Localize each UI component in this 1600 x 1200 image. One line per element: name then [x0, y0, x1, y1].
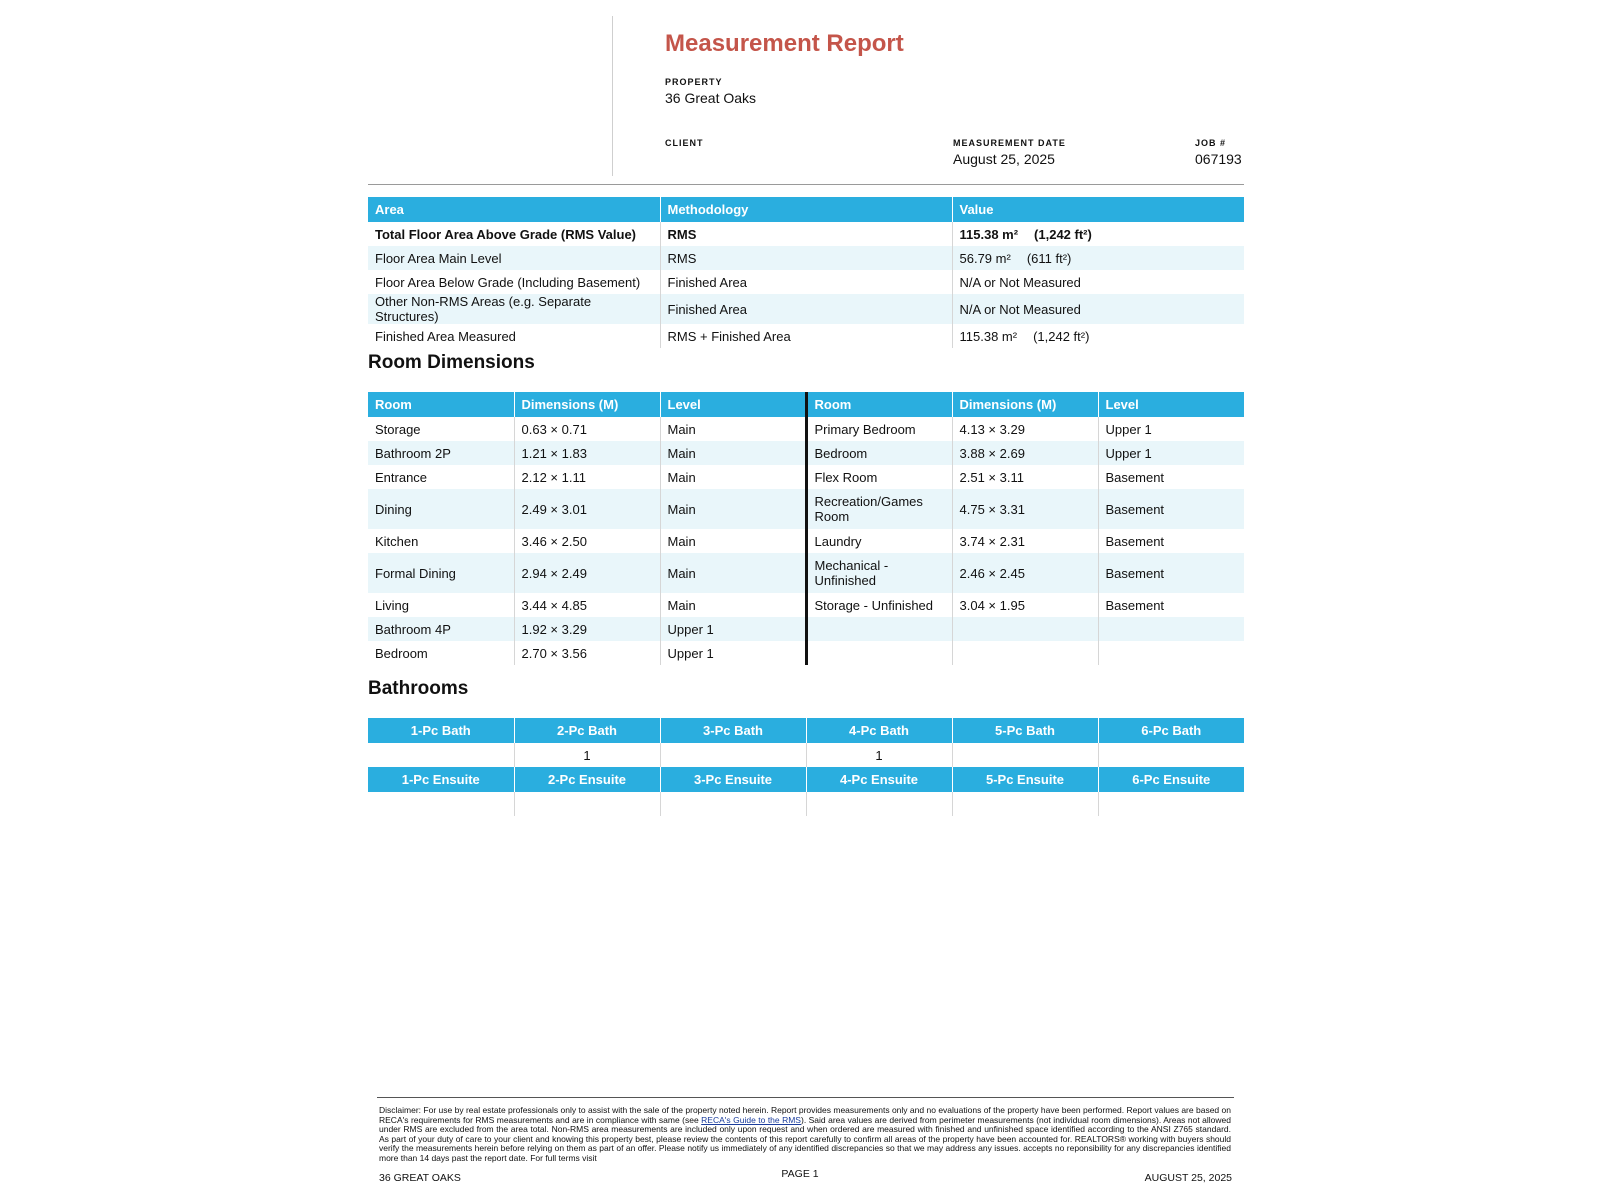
bath-count: 1 — [806, 743, 952, 767]
page-number: PAGE 1 — [781, 1168, 819, 1180]
bath-type-header: 2-Pc Bath — [514, 718, 660, 743]
methodology-header: Methodology — [660, 197, 952, 222]
room-level: Basement — [1105, 533, 1165, 549]
room-level: Main — [660, 529, 806, 553]
bath-header-row — [368, 718, 1244, 743]
bath-type-header: 5-Pc Bath — [952, 718, 1098, 743]
rooms-header-row — [368, 392, 1244, 417]
ensuite-type-header: 3-Pc Ensuite — [660, 767, 806, 792]
value-cell — [952, 324, 1244, 348]
room-name: Bathroom 4P — [368, 617, 514, 641]
value-cell — [952, 270, 1244, 294]
method-cell: RMS + Finished Area — [660, 324, 952, 348]
room-dimensions: 2.49 × 3.01 — [514, 489, 660, 529]
bathrooms-title: Bathrooms — [368, 678, 469, 699]
room-name: Laundry — [806, 529, 952, 553]
room-name: Mechanical - Unfinished — [806, 553, 952, 593]
room-dimensions: 3.04 × 1.95 — [952, 593, 1098, 617]
room-dimensions: 3.74 × 2.31 — [952, 529, 1098, 553]
room-name: Flex Room — [806, 465, 952, 489]
imperial-value: (1,242 ft²) — [1033, 328, 1090, 344]
ensuite-count — [952, 792, 1098, 816]
room-row — [368, 617, 1244, 641]
room-dimensions: 2.94 × 2.49 — [514, 553, 660, 593]
area-row — [368, 270, 1244, 294]
room-row — [368, 465, 1244, 489]
bath-count — [368, 743, 514, 767]
ensuite-count — [660, 792, 806, 816]
room-level — [1098, 617, 1244, 641]
area-cell: Floor Area Main Level — [368, 246, 660, 270]
room-name: Storage — [368, 417, 514, 441]
room-name: Entrance — [368, 465, 514, 489]
room-dimensions: 0.63 × 0.71 — [514, 417, 660, 441]
room-dimensions: 2.51 × 3.11 — [952, 465, 1098, 489]
property-label: PROPERTY — [665, 77, 723, 87]
bath-count — [660, 743, 806, 767]
room-dimensions-title: Room Dimensions — [368, 352, 535, 373]
ensuite-count — [1098, 792, 1244, 816]
ensuite-count — [368, 792, 514, 816]
room-level: Main — [660, 465, 806, 489]
value-cell — [952, 294, 1244, 324]
ensuite-count — [514, 792, 660, 816]
job-number-value: 067193 — [1195, 151, 1242, 167]
ensuite-value-row — [368, 792, 1244, 816]
room-name: Bedroom — [368, 641, 514, 665]
room-dimensions: 3.88 × 2.69 — [952, 441, 1098, 465]
room-row — [368, 553, 1244, 593]
area-table-header — [368, 197, 1244, 222]
method-cell: RMS — [660, 246, 952, 270]
area-cell: Total Floor Area Above Grade (RMS Value) — [368, 222, 660, 246]
imperial-value: (1,242 ft²) — [1034, 226, 1092, 242]
reca-guide-link[interactable]: RECA's Guide to the RMS — [701, 1114, 801, 1125]
room-dimensions-table — [368, 392, 1244, 665]
bath-type-header: 1-Pc Bath — [368, 718, 514, 743]
room-level: Upper 1 — [1105, 421, 1152, 437]
dimensions-header: Dimensions (M) — [952, 392, 1098, 417]
area-cell: Finished Area Measured — [368, 324, 660, 348]
report-header — [368, 16, 1244, 176]
room-level: Main — [660, 593, 806, 617]
measurement-date-value: August 25, 2025 — [953, 151, 1055, 167]
level-header: Level — [660, 392, 806, 417]
ensuite-type-header: 2-Pc Ensuite — [514, 767, 660, 792]
logo-area — [368, 16, 612, 176]
room-row — [368, 441, 1244, 465]
room-level: Basement — [1098, 489, 1244, 529]
room-name — [806, 617, 952, 641]
room-level — [1098, 641, 1244, 665]
footer-rule — [377, 1097, 1234, 1098]
property-value: 36 Great Oaks — [665, 90, 757, 106]
report-title: Measurement Report — [665, 30, 904, 57]
imperial-value: (611 ft²) — [1026, 250, 1072, 266]
room-dimensions — [952, 641, 1098, 665]
room-level: Main — [660, 489, 806, 529]
method-cell: Finished Area — [660, 270, 952, 294]
room-dimensions: 3.44 × 4.85 — [514, 593, 660, 617]
footer-address: 36 GREAT OAKS — [379, 1172, 461, 1184]
ensuite-type-header: 1-Pc Ensuite — [368, 767, 514, 792]
area-cell: Floor Area Below Grade (Including Basement) — [368, 270, 660, 294]
area-row — [368, 324, 1244, 348]
value-header: Value — [952, 197, 1244, 222]
bath-type-header: 4-Pc Bath — [806, 718, 952, 743]
disclaimer-text-continued: ). Said area values are derived from perimeter measurements (not individual room dimensions). Areas not allowed under RMS are excluded from the area total. Non-RMS area measurements are included only upon request and when ordered are measured with finished and unfinished space identified according to the ANSI Z765 standard. As part of your duty of care to your client and knowing this property best, please review the contents of this report carefully to confirm all areas of the property have been accounted for. REALTORS® working with buyers should verify the measurements herein before relying on them as part of an offer. Please notify us immediately of any identified discrepancies so that we may address any issues. accepts no reponsibility for any discrepancies identified more than 14 days past the report date. For full terms visit — [379, 1114, 1231, 1163]
room-level: Basement — [1105, 469, 1165, 485]
area-header: Area — [368, 197, 660, 222]
room-name — [806, 641, 952, 665]
ensuite-type-header: 4-Pc Ensuite — [806, 767, 952, 792]
ensuite-header-row — [368, 767, 1244, 792]
footer-date: AUGUST 25, 2025 — [1144, 1172, 1232, 1184]
room-level: Basement — [1105, 597, 1165, 613]
dimensions-header: Dimensions (M) — [514, 392, 660, 417]
method-cell: RMS — [660, 222, 952, 246]
bath-count — [952, 743, 1098, 767]
room-row — [368, 593, 1244, 617]
ensuite-type-header: 6-Pc Ensuite — [1098, 767, 1244, 792]
metric-value: N/A or Not Measured — [959, 301, 1081, 317]
room-name: Living — [368, 593, 514, 617]
room-header: Room — [806, 392, 952, 417]
room-dimensions: 1.92 × 3.29 — [514, 617, 660, 641]
room-name: Bathroom 2P — [368, 441, 514, 465]
metric-value: 115.38 m² — [959, 226, 1019, 242]
client-label: CLIENT — [665, 138, 704, 148]
room-row — [368, 489, 1244, 529]
area-cell: Other Non-RMS Areas (e.g. Separate Structures) — [368, 294, 660, 324]
ensuite-count — [806, 792, 952, 816]
metric-value: 115.38 m² — [959, 328, 1018, 344]
bath-type-header: 3-Pc Bath — [660, 718, 806, 743]
method-cell: Finished Area — [660, 294, 952, 324]
area-row — [368, 294, 1244, 324]
room-name: Recreation/Games Room — [806, 489, 952, 529]
bath-count: 1 — [514, 743, 660, 767]
room-name: Dining — [368, 489, 514, 529]
room-dimensions: 2.46 × 2.45 — [952, 553, 1098, 593]
bath-value-row — [368, 743, 1244, 767]
room-dimensions: 2.70 × 3.56 — [514, 641, 660, 665]
room-name: Kitchen — [368, 529, 514, 553]
room-name: Storage - Unfinished — [806, 593, 952, 617]
bathrooms-table — [368, 718, 1244, 816]
header-rule — [368, 184, 1244, 185]
room-name: Bedroom — [806, 441, 952, 465]
area-row — [368, 222, 1244, 246]
room-name: Primary Bedroom — [806, 417, 952, 441]
room-dimensions: 4.13 × 3.29 — [952, 417, 1098, 441]
disclaimer — [379, 1106, 1231, 1164]
room-level: Upper 1 — [1098, 441, 1244, 465]
room-header: Room — [368, 392, 514, 417]
room-level: Upper 1 — [660, 617, 806, 641]
ensuite-type-header: 5-Pc Ensuite — [952, 767, 1098, 792]
metric-value: 56.79 m² — [959, 250, 1011, 266]
room-level: Main — [660, 441, 806, 465]
room-dimensions: 1.21 × 1.83 — [514, 441, 660, 465]
disclaimer-text: Disclaimer: For use by real estate professionals only to assist with the sale of the property noted herein. Report provides measurements only and no evaluations of the property have been performed. Report values are based on RECA's requirements for RMS measurements and are in compliance with same (see — [379, 1105, 1231, 1125]
value-cell — [952, 246, 1244, 270]
job-number-label: JOB # — [1195, 138, 1227, 148]
room-dimensions: 2.12 × 1.11 — [514, 465, 660, 489]
bath-type-header: 6-Pc Bath — [1098, 718, 1244, 743]
header-divider — [612, 16, 613, 176]
room-level: Upper 1 — [660, 641, 806, 665]
room-dimensions — [952, 617, 1098, 641]
room-dimensions: 3.46 × 2.50 — [514, 529, 660, 553]
room-row — [368, 529, 1244, 553]
area-table — [368, 197, 1244, 348]
room-dimensions: 4.75 × 3.31 — [952, 489, 1098, 529]
room-row — [368, 641, 1244, 665]
room-level: Basement — [1098, 553, 1244, 593]
bath-count — [1098, 743, 1244, 767]
room-name: Formal Dining — [368, 553, 514, 593]
metric-value: N/A or Not Measured — [959, 274, 1081, 290]
room-level: Main — [660, 417, 806, 441]
value-cell — [952, 222, 1244, 246]
level-header: Level — [1098, 392, 1244, 417]
room-level: Main — [660, 553, 806, 593]
area-row — [368, 246, 1244, 270]
room-row — [368, 417, 1244, 441]
measurement-date-label: MEASUREMENT DATE — [953, 138, 1066, 148]
